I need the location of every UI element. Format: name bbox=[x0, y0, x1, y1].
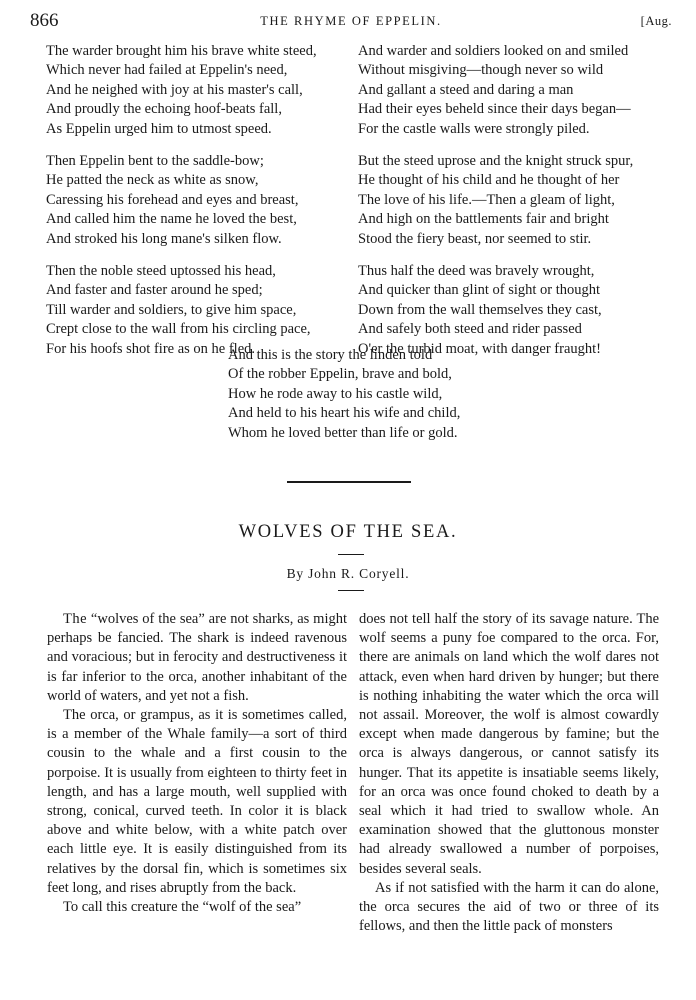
poem-right-column bbox=[358, 42, 633, 372]
article-byline bbox=[0, 566, 696, 582]
poem-line: Stood the fiery beast, nor seemed to stir. bbox=[358, 230, 592, 247]
poem-line: And held to his heart his wife and child, bbox=[228, 405, 461, 422]
article-right-column bbox=[359, 610, 659, 936]
poem-line: And proudly the echoing hoof-beats fall, bbox=[46, 101, 282, 118]
poem-line: And stroked his long mane's silken flow. bbox=[46, 230, 282, 247]
paragraph: As if not satisfied with the harm it can do alone, the orca secures the aid of two or three of its fellows, and then the little pack of monsters bbox=[359, 879, 659, 935]
poem-line: And warder and soldiers looked on and smiled bbox=[358, 43, 629, 59]
poem-line: The love of his life.—Then a gleam of light, bbox=[358, 191, 615, 208]
article-left-column bbox=[47, 610, 347, 917]
poem-line: Crept close to the wall from his circling pace, bbox=[46, 321, 311, 338]
stanza bbox=[46, 262, 317, 359]
poem-line: And high on the battlements fair and bright bbox=[358, 211, 609, 228]
poem-line: And he neighed with joy at his master's call, bbox=[46, 81, 303, 98]
paragraph: To call this creature the “wolf of the sea” bbox=[63, 899, 302, 916]
paragraph: does not tell half the story of its savage nature. The wolf seems a puny foe compared to the orca. For, there are animals on land which the wolf dares not attack, even when hard driven by hunger; but there is nothing inhabiting the water which the orca will not assail. Moreover, the wolf is almost cowardly except when made dangerous by famine; but the orca is always dangerous, or cannot satisfy its hunger. That its appetite is insatiable seems likely, for an orca was once found choked to death by a seal which it had tried to swallow whole. An examination showed that the gluttonous monster had already swallowed a number of porpoises, besides several seals. bbox=[359, 611, 659, 877]
poem-line: As Eppelin urged him to utmost speed. bbox=[46, 120, 272, 137]
poem-line: The warder brought him his brave white steed, bbox=[46, 43, 317, 59]
article-title: WOLVES OF THE SEA. bbox=[238, 522, 458, 542]
byline-rule bbox=[338, 590, 364, 591]
poem-line: Then the noble steed uptossed his head, bbox=[46, 263, 276, 280]
paragraph: The orca, or grampus, as it is sometimes called, is a member of the Whale family—a sort of third cousin to the whale and a first cousin to the porpoise. It is usually from eighteen to thirty feet in length, and has a large mouth, well supplied with strong, conical, curved teeth. In color it is black above and white below, with a white patch over each little eye. It is easily distinguished from its relatives by the dorsal fin, which is sometimes six feet long, and rises abruptly from the back. bbox=[47, 707, 347, 896]
section-divider-rule bbox=[287, 481, 411, 483]
stanza bbox=[46, 42, 317, 139]
running-title: THE RHYME OF EPPELIN. bbox=[260, 14, 442, 28]
poem-line: Thus half the deed was bravely wrought, bbox=[358, 263, 595, 280]
stanza bbox=[358, 152, 633, 249]
poem-line: Caressing his forehead and eyes and breast, bbox=[46, 191, 299, 208]
poem-line: And safely both steed and rider passed bbox=[358, 321, 582, 338]
poem-line: Till warder and soldiers, to give him space, bbox=[46, 301, 297, 318]
paragraph-text: “wolves of the sea” are not sharks, as might perhaps be fancied. The shark is indeed ravenous and voracious; but in ferocity and destructiveness it is far inferior to the orca, another inhabitant of the world of waters, and yet not a fish. bbox=[47, 611, 347, 704]
poem-line: He thought of his child and he thought of her bbox=[358, 172, 620, 189]
poem-line: O'er the turbid moat, with danger fraught! bbox=[358, 340, 601, 357]
running-head bbox=[30, 10, 672, 32]
poem-line: How he rode away to his castle wild, bbox=[228, 385, 443, 402]
poem-line: But the steed uprose and the knight struck spur, bbox=[358, 153, 634, 170]
poem-line: Whom he loved better than life or gold. bbox=[228, 424, 458, 441]
poem-line: Down from the wall themselves they cast, bbox=[358, 301, 602, 318]
title-rule bbox=[338, 554, 364, 555]
paragraph bbox=[47, 610, 347, 706]
poem-line: He patted the neck as white as snow, bbox=[46, 172, 259, 189]
poem-line: Had their eyes beheld since their days began— bbox=[358, 101, 631, 118]
poem-line: And quicker than glint of sight or thought bbox=[358, 282, 601, 299]
lead-word: The bbox=[63, 611, 88, 627]
poem-line: And this is the story the linden told bbox=[228, 347, 433, 363]
poem-closing-stanza bbox=[228, 346, 460, 443]
poem-line: Which never had failed at Eppelin's need, bbox=[46, 62, 288, 79]
page-number: 866 bbox=[30, 10, 59, 31]
stanza bbox=[46, 152, 317, 249]
stanza bbox=[358, 42, 633, 139]
stanza bbox=[358, 262, 633, 359]
poem-line: And faster and faster around he sped; bbox=[46, 282, 263, 299]
poem-line: For his hoofs shot fire as on he fled. bbox=[46, 340, 256, 357]
poem-line: And gallant a steed and daring a man bbox=[358, 81, 574, 98]
poem-line: Of the robber Eppelin, brave and bold, bbox=[228, 366, 452, 383]
byline-text: By John R. Coryell. bbox=[286, 566, 410, 581]
poem-line: For the castle walls were strongly piled. bbox=[358, 120, 590, 137]
poem-left-column bbox=[46, 42, 317, 372]
poem-line: And called him the name he loved the best, bbox=[46, 211, 297, 228]
poem-line: Without misgiving—though never so wild bbox=[358, 62, 604, 79]
poem-line: Then Eppelin bent to the saddle-bow; bbox=[46, 153, 264, 170]
running-month: [Aug. bbox=[640, 14, 672, 28]
